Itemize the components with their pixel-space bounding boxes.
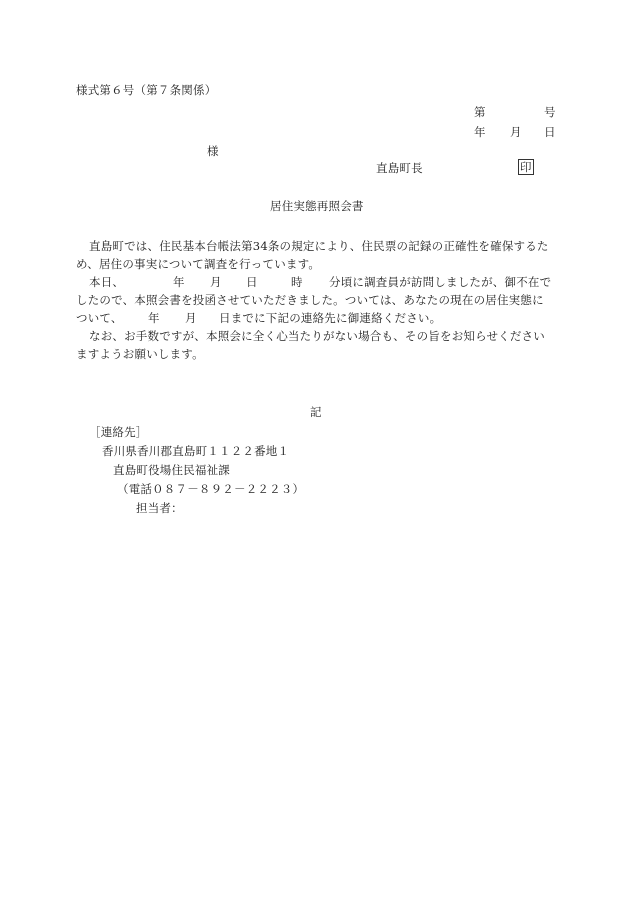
paragraph-2-line-3-year: 年	[148, 311, 160, 325]
seal-mark: 印	[520, 160, 532, 174]
paragraph-2-rest: 分頃に調査員が訪問しましたが、御不在で	[329, 275, 552, 289]
contact-person: 担当者：	[136, 501, 183, 515]
paragraph-2-year: 年	[173, 275, 185, 289]
number-suffix: 号	[544, 105, 556, 119]
paragraph-2-line-3-start: ついて、	[76, 311, 123, 325]
contact-phone: （電話０８７－８９２－２２２３）	[117, 482, 305, 496]
date-day-label: 日	[544, 125, 556, 139]
contact-department: 直島町役場住民福祉課	[113, 463, 230, 477]
paragraph-3-line-2: ますようお願いします。	[76, 347, 204, 361]
paragraph-2-line-3-rest: 日までに下記の連絡先に御連絡ください。	[219, 311, 442, 325]
paragraph-3-line-1: なお、お手数ですが、本照会に全く心当たりがない場合も、その旨をお知らせください	[89, 329, 545, 343]
contact-address: 香川県香川郡直島町１１２２番地１	[102, 444, 290, 458]
notes-heading: 記	[310, 405, 322, 419]
paragraph-2-month: 月	[210, 275, 222, 289]
paragraph-2-today: 本日、	[89, 275, 125, 289]
paragraph-1-line-2: め、居住の事実について調査を行っています。	[76, 257, 321, 271]
contact-label: ［連絡先］	[89, 425, 148, 439]
sender-name: 直島町長	[376, 161, 423, 175]
paragraph-2-line-2: したので、本照会書を投函させていただきました。ついては、あなたの現在の居住実態に	[76, 293, 544, 307]
number-prefix: 第	[474, 105, 486, 119]
date-year-label: 年	[474, 125, 486, 139]
date-month-label: 月	[510, 125, 522, 139]
addressee-suffix: 様	[207, 144, 219, 158]
paragraph-2-line-3-month: 月	[185, 311, 197, 325]
paragraph-2-hour: 時	[291, 275, 303, 289]
paragraph-1-line-1: 直島町では、住民基本台帳法第34条の規定により、住民票の記録の正確性を確保するた	[89, 239, 549, 253]
document-title: 居住実態再照会書	[270, 199, 364, 213]
form-number: 様式第６号（第７条関係）	[76, 83, 217, 97]
paragraph-2-day: 日	[246, 275, 258, 289]
